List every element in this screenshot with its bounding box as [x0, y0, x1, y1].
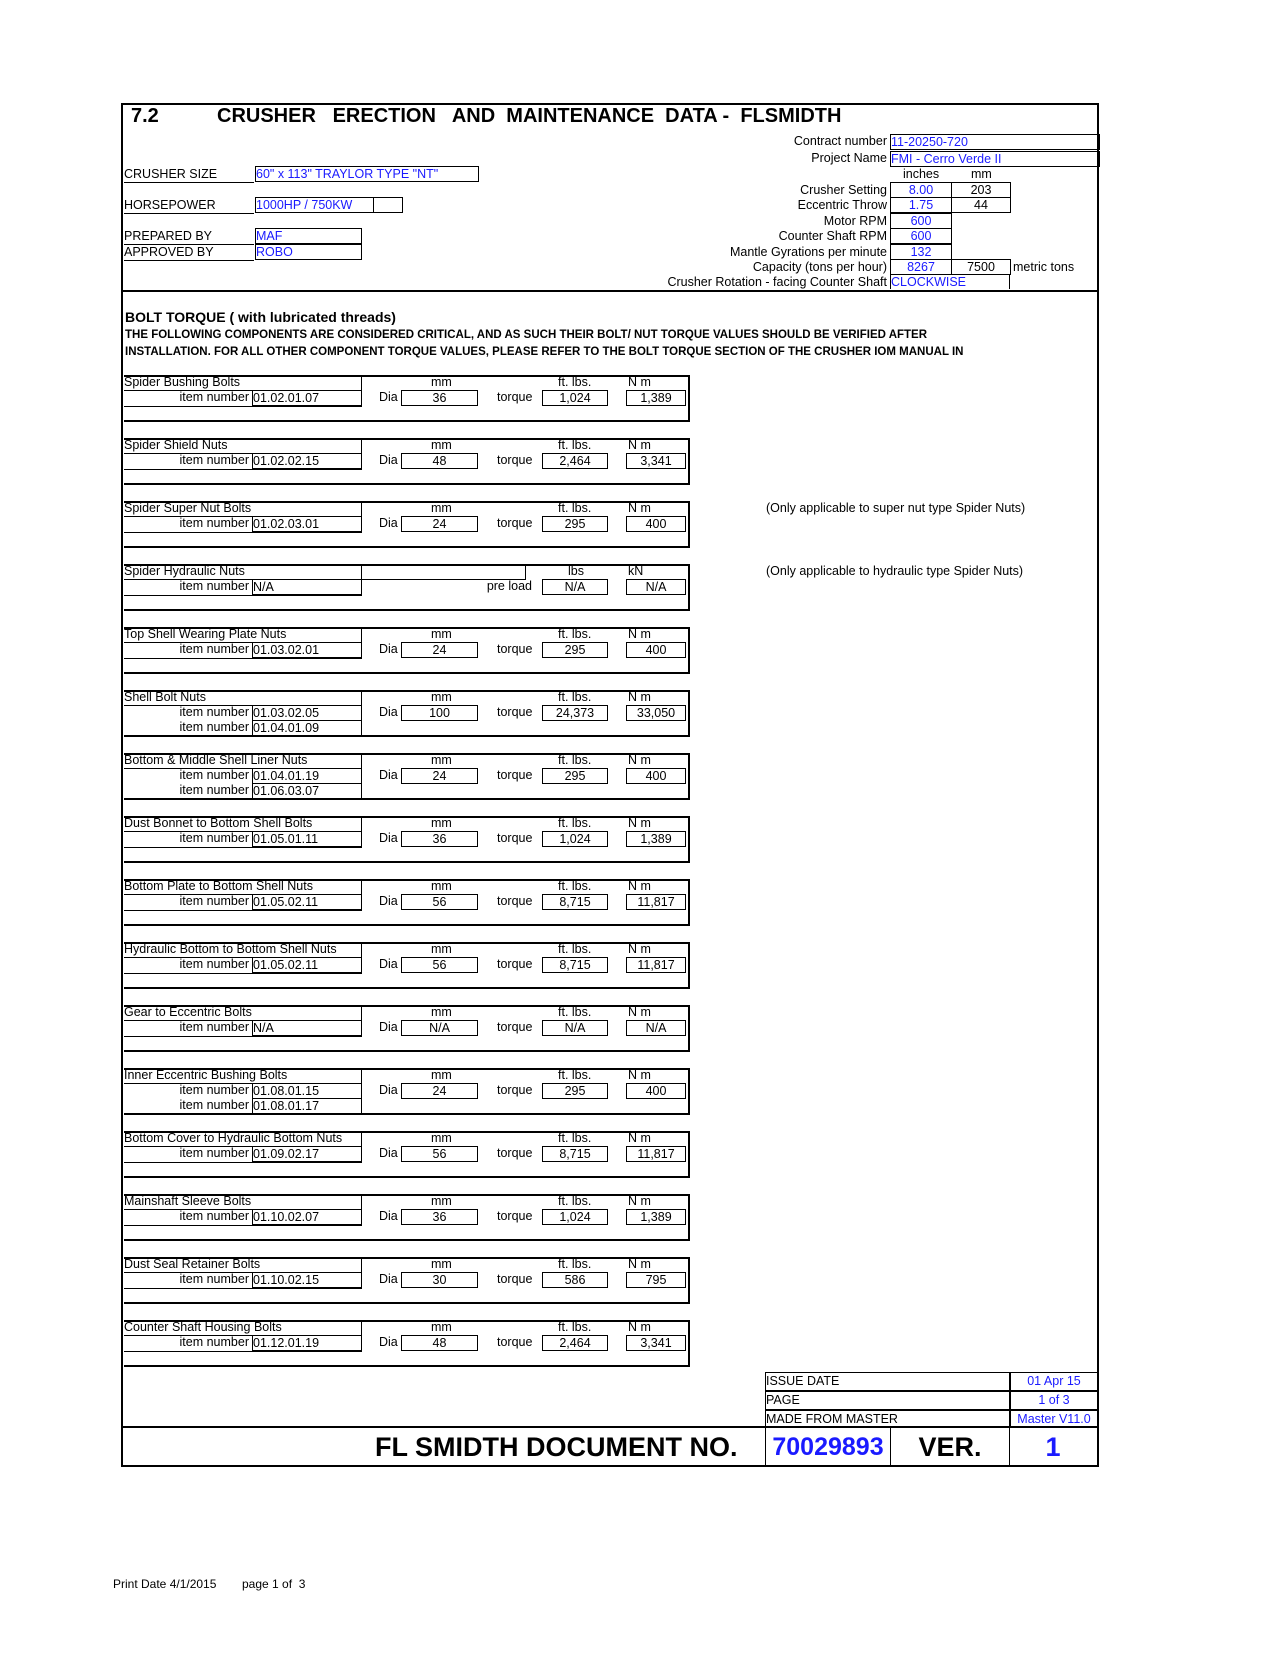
item-number-label: item number	[179, 1146, 249, 1160]
rotation-label: Crusher Rotation - facing Counter Shaft	[667, 275, 887, 289]
component-name: Bottom Cover to Hydraulic Bottom Nuts	[124, 1131, 362, 1147]
unit-nm: N m	[628, 1257, 651, 1271]
item-number-field[interactable]: 01.04.01.09	[252, 720, 362, 736]
dia-field[interactable]: 56	[401, 957, 478, 973]
row-divider	[124, 799, 362, 800]
torque-ftlbs-field[interactable]: 1,024	[542, 390, 608, 406]
row-divider	[124, 595, 362, 596]
made-from-field[interactable]: Master V11.0	[1010, 1410, 1098, 1428]
row-divider	[124, 406, 362, 407]
row-divider	[124, 847, 362, 848]
unit-ftlbs: ft. lbs.	[558, 1005, 592, 1019]
row-divider	[124, 658, 362, 659]
torque-label: torque	[497, 453, 533, 467]
item-number-field[interactable]: N/A	[252, 1020, 362, 1036]
component-name: Dust Bonnet to Bottom Shell Bolts	[124, 816, 362, 832]
item-number-label: item number	[179, 1083, 249, 1097]
unit-mm: mm	[431, 1068, 452, 1082]
bolt-component	[124, 564, 690, 611]
capacity-label: Capacity (tons per hour)	[752, 260, 887, 274]
dia-label: Dia	[379, 705, 398, 719]
bolt-torque-note-2: INSTALLATION. FOR ALL OTHER COMPONENT TORQUE VALUES, PLEASE REFER TO THE BOLT TORQUE SECTION OF THE CRUSHER IOM MANUAL IN	[125, 346, 964, 358]
bolt-component	[124, 1257, 690, 1304]
capacity-tph-field[interactable]: 8267	[890, 259, 952, 275]
dia-label: Dia	[379, 390, 398, 404]
torque-label: torque	[497, 516, 533, 530]
dia-field[interactable]: 56	[401, 894, 478, 910]
item-number-label: item number	[179, 831, 249, 845]
project-name-field[interactable]: FMI - Cerro Verde II	[890, 151, 1100, 167]
unit-ftlbs: ft. lbs.	[558, 375, 592, 389]
item-number-field[interactable]: 01.02.03.01	[252, 516, 362, 532]
dia-label: Dia	[379, 957, 398, 971]
torque-nm-field[interactable]: 3,341	[626, 453, 686, 469]
unit-mm: mm	[431, 690, 452, 704]
unit-mm: mm	[431, 1320, 452, 1334]
torque-ftlbs-field[interactable]: 8,715	[542, 957, 608, 973]
component-name: Shell Bolt Nuts	[124, 690, 362, 706]
capacity-metric-unit: metric tons	[1013, 260, 1075, 274]
header-divider	[122, 290, 1098, 292]
torque-label: torque	[497, 957, 533, 971]
dia-label: Dia	[379, 1083, 398, 1097]
item-number-field[interactable]: 01.08.01.17	[252, 1098, 362, 1114]
torque-ftlbs-field[interactable]: 1,024	[542, 831, 608, 847]
row-divider	[124, 910, 362, 911]
unit-nm: N m	[628, 690, 651, 704]
torque-label: torque	[497, 768, 533, 782]
torque-nm-field[interactable]: 400	[626, 1083, 686, 1099]
crusher-setting-inches[interactable]: 8.00	[890, 182, 952, 198]
unit-ftlbs: ft. lbs.	[558, 690, 592, 704]
component-name: Spider Shield Nuts	[124, 438, 362, 454]
unit-ftlbs: ft. lbs.	[558, 1194, 592, 1208]
dia-label: Dia	[379, 1335, 398, 1349]
unit-nm: N m	[628, 942, 651, 956]
unit-ftlbs: ft. lbs.	[558, 627, 592, 641]
torque-nm-field[interactable]: 400	[626, 516, 686, 532]
torque-ftlbs-field[interactable]: 8,715	[542, 1146, 608, 1162]
unit-mm: mm	[431, 1257, 452, 1271]
made-from-label: MADE FROM MASTER	[765, 1410, 1010, 1428]
item-number-field[interactable]: 01.03.02.05	[252, 705, 362, 721]
item-number-label: item number	[179, 516, 249, 530]
torque-nm-field[interactable]: 795	[626, 1272, 686, 1288]
unit-nm: N m	[628, 1068, 651, 1082]
item-number-field[interactable]: 01.12.01.19	[252, 1335, 362, 1351]
item-number-label: item number	[179, 1020, 249, 1034]
dia-field[interactable]: 24	[401, 516, 478, 532]
crusher-setting-label: Crusher Setting	[800, 183, 887, 197]
unit-mm: mm	[431, 753, 452, 767]
component-name-extra	[362, 564, 526, 580]
document-number-label: FL SMIDTH DOCUMENT NO.	[375, 1432, 738, 1462]
component-name: Dust Seal Retainer Bolts	[124, 1257, 362, 1273]
dia-label: Dia	[379, 894, 398, 908]
bolt-component	[124, 816, 690, 863]
issue-date-label: ISSUE DATE	[765, 1372, 1010, 1391]
contract-number-field[interactable]: 11-20250-720	[890, 134, 1100, 150]
prepared-by-field[interactable]: MAF	[255, 228, 362, 244]
row-divider	[124, 736, 362, 737]
torque-label: torque	[497, 1209, 533, 1223]
preload-label: pre load	[486, 579, 532, 593]
item-number-field[interactable]: 01.05.01.11	[252, 831, 362, 847]
section-number: 7.2	[131, 105, 159, 127]
dia-field[interactable]: 56	[401, 1146, 478, 1162]
bolt-component	[124, 1194, 690, 1241]
project-name-label: Project Name	[811, 151, 887, 165]
dia-field[interactable]: 100	[401, 705, 478, 721]
eccentric-throw-inches[interactable]: 1.75	[890, 197, 952, 213]
item-number-label: item number	[179, 768, 249, 782]
torque-ftlbs-field[interactable]: 295	[542, 642, 608, 658]
unit-mm: mm	[431, 438, 452, 452]
mantle-gyrations-field[interactable]: 132	[890, 244, 952, 260]
unit-ftlbs: ft. lbs.	[558, 753, 592, 767]
torque-label: torque	[497, 390, 533, 404]
unit-nm: N m	[628, 1131, 651, 1145]
bolt-torque-heading: BOLT TORQUE ( with lubricated threads)	[125, 309, 396, 325]
unit-mm: mm	[431, 816, 452, 830]
torque-nm-field[interactable]: 11,817	[626, 1146, 686, 1162]
document-number[interactable]: 70029893	[772, 1433, 884, 1461]
unit-ftlbs: ft. lbs.	[558, 879, 592, 893]
row-divider	[124, 532, 362, 533]
component-name: Spider Super Nut Bolts	[124, 501, 362, 517]
item-number-label: item number	[179, 894, 249, 908]
unit-lbs: lbs	[568, 564, 584, 578]
item-number-label: item number	[179, 705, 249, 719]
item-number-label: item number	[179, 1335, 249, 1349]
capacity-metric-field[interactable]: 7500	[951, 259, 1011, 275]
item-number-field[interactable]: 01.10.02.15	[252, 1272, 362, 1288]
bolt-component	[124, 438, 690, 485]
torque-ftlbs-field[interactable]: 24,373	[542, 705, 608, 721]
dia-label: Dia	[379, 1209, 398, 1223]
dia-field[interactable]: 48	[401, 453, 478, 469]
unit-ftlbs: ft. lbs.	[558, 501, 592, 515]
unit-nm: N m	[628, 879, 651, 893]
bolt-component	[124, 375, 690, 422]
row-divider	[124, 1162, 362, 1163]
unit-ftlbs: ft. lbs.	[558, 1131, 592, 1145]
unit-nm: N m	[628, 1005, 651, 1019]
approved-by-label: APPROVED BY	[124, 245, 254, 261]
crusher-size-field[interactable]: 60" x 113" TRAYLOR TYPE "NT"	[255, 166, 479, 182]
page-print: page 1 of 3	[242, 1577, 306, 1591]
unit-mm: mm	[431, 1131, 452, 1145]
bolt-component	[124, 1068, 690, 1115]
version-number[interactable]: 1	[1045, 1432, 1061, 1462]
dia-field[interactable]: 24	[401, 768, 478, 784]
torque-ftlbs-field[interactable]: 1,024	[542, 1209, 608, 1225]
dia-field[interactable]: 30	[401, 1272, 478, 1288]
dia-field[interactable]: 36	[401, 1209, 478, 1225]
torque-nm-field[interactable]: N/A	[626, 1020, 686, 1036]
unit-nm: N m	[628, 438, 651, 452]
unit-nm: N m	[628, 375, 651, 389]
dia-field[interactable]: 24	[401, 1083, 478, 1099]
document-title: CRUSHER ERECTION AND MAINTENANCE DATA - FLSMIDTH	[217, 105, 842, 127]
component-note: (Only applicable to super nut type Spider Nuts)	[766, 501, 1026, 515]
bolt-component	[124, 753, 690, 800]
row-divider	[124, 973, 362, 974]
unit-ftlbs: ft. lbs.	[558, 942, 592, 956]
bolt-component	[124, 942, 690, 989]
torque-ftlbs-field[interactable]: N/A	[542, 1020, 608, 1036]
unit-ftlbs: ft. lbs.	[558, 816, 592, 830]
rotation-field[interactable]: CLOCKWISE	[890, 274, 1010, 289]
bolt-component	[124, 690, 690, 737]
row-divider	[124, 1225, 362, 1226]
mantle-gyrations-label: Mantle Gyrations per minute	[729, 245, 887, 259]
component-name: Hydraulic Bottom to Bottom Shell Nuts	[124, 942, 362, 958]
torque-nm-field[interactable]: 1,389	[626, 390, 686, 406]
component-name: Counter Shaft Housing Bolts	[124, 1320, 362, 1336]
dia-label: Dia	[379, 1020, 398, 1034]
dia-field[interactable]: 48	[401, 1335, 478, 1351]
issue-date-field[interactable]: 01 Apr 15	[1010, 1372, 1098, 1391]
unit-mm: mm	[431, 879, 452, 893]
dia-label: Dia	[379, 516, 398, 530]
component-name: Inner Eccentric Bushing Bolts	[124, 1068, 362, 1084]
torque-nm-field[interactable]: 11,817	[626, 894, 686, 910]
bolt-component	[124, 1005, 690, 1052]
torque-nm-field[interactable]: 400	[626, 768, 686, 784]
torque-ftlbs-field[interactable]: 586	[542, 1272, 608, 1288]
dia-field[interactable]: 24	[401, 642, 478, 658]
component-note: (Only applicable to hydraulic type Spider Nuts)	[766, 564, 1024, 578]
counter-shaft-rpm-label: Counter Shaft RPM	[778, 229, 887, 243]
dia-label: Dia	[379, 453, 398, 467]
item-number-field[interactable]: 01.06.03.07	[252, 783, 362, 799]
torque-label: torque	[497, 1146, 533, 1160]
unit-nm: N m	[628, 816, 651, 830]
torque-label: torque	[497, 1083, 533, 1097]
unit-ftlbs: ft. lbs.	[558, 1257, 592, 1271]
dia-field[interactable]: N/A	[401, 1020, 478, 1036]
item-number-field[interactable]: 01.02.02.15	[252, 453, 362, 469]
horsepower-extra-cell[interactable]	[373, 197, 403, 213]
torque-ftlbs-field[interactable]: 2,464	[542, 1335, 608, 1351]
torque-label: torque	[497, 1272, 533, 1286]
unit-nm: N m	[628, 627, 651, 641]
horsepower-field[interactable]: 1000HP / 750KW	[255, 197, 374, 213]
item-number-label: item number	[179, 957, 249, 971]
item-number-field[interactable]: 01.09.02.17	[252, 1146, 362, 1162]
component-name: Bottom Plate to Bottom Shell Nuts	[124, 879, 362, 895]
bolt-component	[124, 1131, 690, 1178]
unit-kn: kN	[628, 564, 644, 578]
item-number-field[interactable]: 01.05.02.11	[252, 894, 362, 910]
crusher-setting-mm[interactable]: 203	[951, 182, 1011, 198]
prepared-by-label: PREPARED BY	[124, 229, 254, 245]
unit-mm: mm	[431, 942, 452, 956]
torque-nm-field[interactable]: 33,050	[626, 705, 686, 721]
bolt-component	[124, 1320, 690, 1367]
torque-ftlbs-field[interactable]: 295	[542, 516, 608, 532]
row-divider	[124, 1114, 362, 1115]
unit-nm: N m	[628, 753, 651, 767]
row-divider	[124, 469, 362, 470]
unit-inches: inches	[903, 167, 940, 181]
row-divider	[124, 1351, 362, 1352]
component-name: Mainshaft Sleeve Bolts	[124, 1194, 362, 1210]
approved-by-field[interactable]: ROBO	[255, 244, 362, 260]
item-number-field[interactable]: 01.04.01.19	[252, 768, 362, 784]
dia-label: Dia	[379, 768, 398, 782]
item-number-field[interactable]: 01.10.02.07	[252, 1209, 362, 1225]
torque-nm-field[interactable]: 1,389	[626, 831, 686, 847]
eccentric-throw-label: Eccentric Throw	[797, 198, 887, 212]
component-name: Spider Hydraulic Nuts	[124, 564, 362, 580]
bolt-component	[124, 627, 690, 674]
item-number-field[interactable]: 01.08.01.15	[252, 1083, 362, 1099]
horsepower-label: HORSEPOWER	[124, 198, 254, 214]
unit-nm: N m	[628, 1194, 651, 1208]
item-number-field[interactable]: N/A	[252, 579, 362, 595]
torque-nm-field[interactable]: 1,389	[626, 1209, 686, 1225]
item-number-field[interactable]: 01.02.01.07	[252, 390, 362, 406]
dia-label: Dia	[379, 831, 398, 845]
dia-label: Dia	[379, 1146, 398, 1160]
unit-mm: mm	[431, 1194, 452, 1208]
unit-ftlbs: ft. lbs.	[558, 438, 592, 452]
dia-field[interactable]: 36	[401, 831, 478, 847]
component-name: Bottom & Middle Shell Liner Nuts	[124, 753, 362, 769]
item-number-label: item number	[179, 453, 249, 467]
dia-field[interactable]: 36	[401, 390, 478, 406]
torque-nm-field[interactable]: N/A	[626, 579, 686, 595]
torque-label: torque	[497, 1335, 533, 1349]
unit-mm: mm	[431, 375, 452, 389]
torque-label: torque	[497, 1020, 533, 1034]
torque-ftlbs-field[interactable]: 8,715	[542, 894, 608, 910]
item-number-label: item number	[179, 642, 249, 656]
motor-rpm-label: Motor RPM	[823, 214, 887, 228]
component-name: Top Shell Wearing Plate Nuts	[124, 627, 362, 643]
component-name: Spider Bushing Bolts	[124, 375, 362, 391]
unit-ftlbs: ft. lbs.	[558, 1068, 592, 1082]
item-number-label: item number	[179, 390, 249, 404]
bolt-component	[124, 501, 690, 548]
item-number-label: item number	[179, 579, 249, 593]
item-number-label: item number	[179, 1272, 249, 1286]
item-number-label: item number	[179, 1209, 249, 1223]
item-number-field[interactable]: 01.03.02.01	[252, 642, 362, 658]
item-number-label: item number	[179, 720, 249, 734]
torque-ftlbs-field[interactable]: 2,464	[542, 453, 608, 469]
page-label: PAGE	[765, 1391, 1010, 1410]
dia-label: Dia	[379, 642, 398, 656]
page-field[interactable]: 1 of 3	[1010, 1391, 1098, 1410]
torque-label: torque	[497, 705, 533, 719]
bolt-torque-note-1: THE FOLLOWING COMPONENTS ARE CONSIDERED CRITICAL, AND AS SUCH THEIR BOLT/ NUT TORQUE VALUES SHOULD BE VERIFIED AFTER	[125, 329, 928, 341]
unit-mm: mm	[431, 627, 452, 641]
crusher-size-label: CRUSHER SIZE	[124, 167, 254, 183]
unit-nm: N m	[628, 501, 651, 515]
torque-ftlbs-field[interactable]: 295	[542, 768, 608, 784]
unit-ftlbs: ft. lbs.	[558, 1320, 592, 1334]
print-date: Print Date 4/1/2015	[113, 1577, 217, 1591]
counter-shaft-rpm-field[interactable]: 600	[890, 228, 952, 244]
torque-ftlbs-field[interactable]: N/A	[542, 579, 608, 595]
contract-number-label: Contract number	[793, 134, 887, 148]
dia-label: Dia	[379, 1272, 398, 1286]
item-number-label: item number	[179, 1098, 249, 1112]
component-name: Gear to Eccentric Bolts	[124, 1005, 362, 1021]
bolt-component	[124, 879, 690, 926]
torque-label: torque	[497, 831, 533, 845]
torque-nm-field[interactable]: 400	[626, 642, 686, 658]
torque-ftlbs-field[interactable]: 295	[542, 1083, 608, 1099]
torque-label: torque	[497, 894, 533, 908]
unit-mm: mm	[431, 501, 452, 515]
torque-nm-field[interactable]: 3,341	[626, 1335, 686, 1351]
unit-mm: mm	[971, 167, 992, 181]
motor-rpm-field[interactable]: 600	[890, 213, 952, 229]
row-divider	[124, 1288, 362, 1289]
torque-label: torque	[497, 642, 533, 656]
item-number-field[interactable]: 01.05.02.11	[252, 957, 362, 973]
unit-nm: N m	[628, 1320, 651, 1334]
torque-nm-field[interactable]: 11,817	[626, 957, 686, 973]
row-divider	[124, 1036, 362, 1037]
version-label: VER.	[918, 1432, 982, 1462]
item-number-label: item number	[179, 783, 249, 797]
eccentric-throw-mm[interactable]: 44	[951, 197, 1011, 213]
unit-mm: mm	[431, 1005, 452, 1019]
